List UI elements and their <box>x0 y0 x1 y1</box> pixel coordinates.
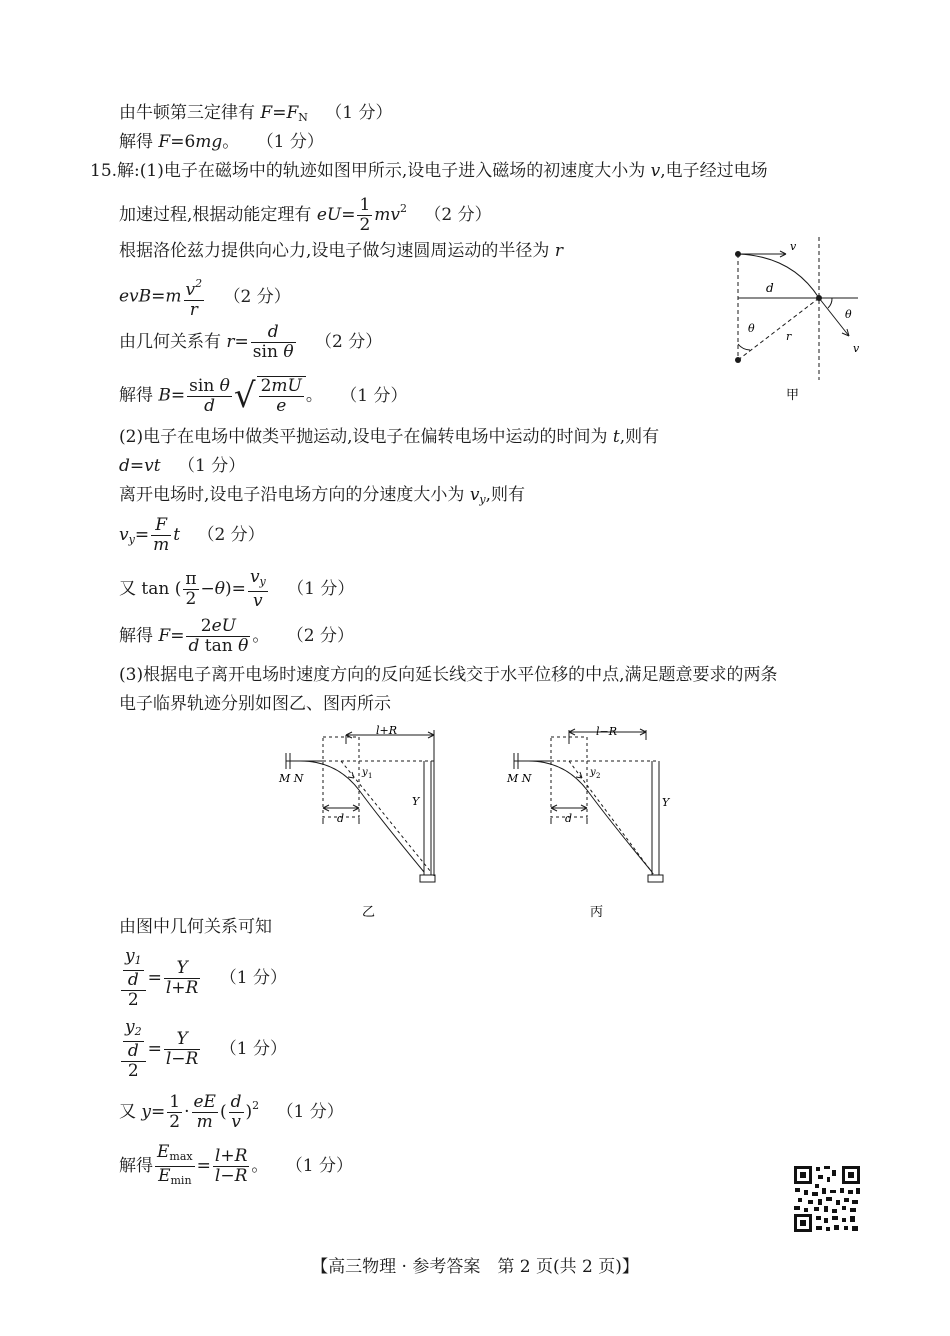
line-kinetic-energy: 加速过程,根据动能定理有 eU= $\frac{1}{2}$ $mv^2$ （2 分） <box>119 195 492 235</box>
qr-code <box>792 1164 862 1234</box>
line-geometry-intro: 由图中几何关系可知 <box>119 917 272 937</box>
start-point <box>735 251 741 257</box>
line-y1-ratio: $\frac{\frac{y_1}{d}}{2}$ = $\frac{Y}{l+R}$ （1 分） <box>119 947 287 1010</box>
line-result-b: 解得 B= $\frac{\text{sin θ}}{d}$ √ $\frac{2mU}{e}$ 。 （1 分） <box>119 375 408 416</box>
label-d: d <box>565 812 573 825</box>
line-part2-intro: (2)电子在电场中做类平抛运动,设电子在偏转电场中运动的时间为 t,则有 <box>119 427 660 447</box>
label-y1: y <box>362 767 368 778</box>
line-part3-figures: 电子临界轨迹分别如图乙、图丙所示 <box>119 694 391 714</box>
caption-yi: 乙 <box>362 905 376 920</box>
exit-point <box>816 295 822 301</box>
line-result-e-ratio: 解得 $\frac{E_{max}}{E_{min}}$ = $\frac{l+R}{l-R}$ 。 （1 分） <box>119 1142 354 1187</box>
caption-bing: 丙 <box>590 905 604 920</box>
trajectory <box>526 761 652 872</box>
line-newton-third-law: 由牛顿第三定律有 $F=F_N$ （1 分） <box>119 103 393 124</box>
center-point <box>735 357 741 363</box>
screen-base <box>420 875 435 882</box>
line-y-equation: 又 y= $\frac{1}{2}$ · $\frac{eE}{m}$ ( $\frac{d}{v}$ )$^2$ （1 分） <box>119 1092 344 1132</box>
label-theta-right: θ <box>845 308 852 321</box>
label-dim-top: l−R <box>596 725 618 738</box>
line-result-f-6mg: 解得 F=6mg。 （1 分） <box>119 132 324 152</box>
label-theta-center: θ <box>748 322 755 335</box>
screen-base <box>648 875 663 882</box>
trajectory <box>298 761 424 872</box>
label-d: d <box>337 812 345 825</box>
line-part3-intro: (3)根据电子离开电场时速度方向的反向延长线交于水平位移的中点,满足题意要求的两条 <box>119 665 778 685</box>
line-tan-equation: 又 tan ( $\frac{\pi}{2}$ −θ)= $\frac{v_y}{v}$ （1 分） <box>119 567 355 611</box>
figure-bing <box>504 720 684 930</box>
label-y2: y <box>590 767 596 778</box>
line-result-f: 解得 F= $\frac{2eU}{\text{d tan θ}}$ 。 （2 分） <box>119 616 354 656</box>
line-vy-equation: $v_y=$ $\frac{F}{m}$ t （2 分） <box>119 515 265 555</box>
label-y2-sub: 2 <box>596 772 601 780</box>
line-lorentz-force: 根据洛伦兹力提供向心力,设电子做匀速圆周运动的半径为 r <box>119 241 563 261</box>
label-big-y: Y <box>412 795 420 808</box>
line-y2-ratio: $\frac{\frac{y_2}{d}}{2}$ = $\frac{Y}{l-R}$ （1 分） <box>119 1018 287 1081</box>
figure-jia <box>722 232 872 412</box>
page-footer: 【高三物理 · 参考答案 第 2 页(共 2 页)】 <box>311 1257 639 1277</box>
angle-arc-center <box>738 344 750 350</box>
label-mn: M N <box>507 772 532 785</box>
caption-jia: 甲 <box>786 388 800 403</box>
line-evb-equation: evB=m $\frac{v^2}{r}$ （2 分） <box>119 274 291 320</box>
angle-arc-right <box>828 298 832 308</box>
label-big-y: Y <box>662 796 670 809</box>
label-v-bottom: v <box>853 342 860 355</box>
line-d-equals-vt: d=vt （1 分） <box>119 456 246 476</box>
figure-yi <box>276 720 456 930</box>
line-q15-intro: 15.解:(1)电子在磁场中的轨迹如图甲所示,设电子进入磁场的初速度大小为 v,电子经过电场 <box>90 161 768 181</box>
line-vy-intro: 离开电场时,设电子沿电场方向的分速度大小为 $v_y$,则有 <box>119 485 526 506</box>
label-v-top: v <box>790 240 797 253</box>
label-r: r <box>786 330 792 343</box>
label-dim-top: l+R <box>376 724 398 737</box>
line-geometry-radius: 由几何关系有 r= $\frac{d}{\text{sin θ}}$ （2 分） <box>119 322 383 362</box>
label-d: d <box>766 281 774 295</box>
trajectory-arc <box>738 254 819 298</box>
label-mn: M N <box>279 772 304 785</box>
label-y1-sub: 1 <box>368 772 373 780</box>
